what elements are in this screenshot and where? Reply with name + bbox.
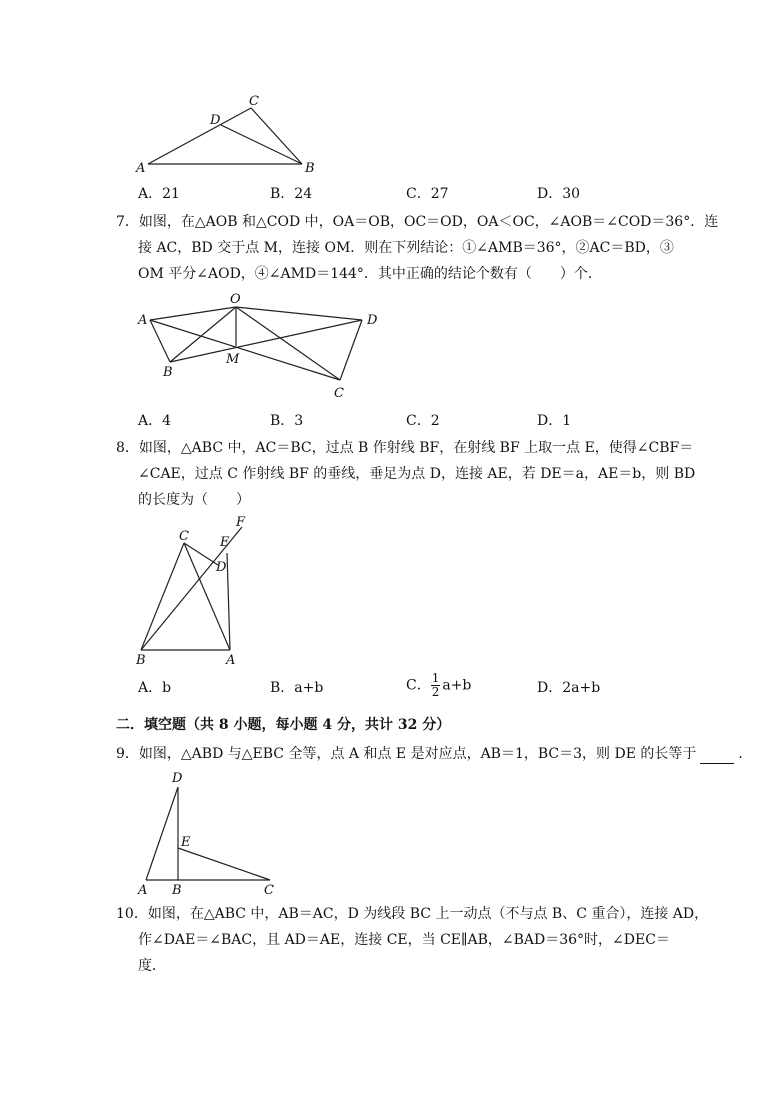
q7-option-b[interactable]: B．3 <box>270 413 304 429</box>
label-b: B <box>172 883 182 898</box>
q9-text: 9．如图，△ABD 与△EBC 全等，点 A 和点 E 是对应点，AB＝1，BC＝3，则 DE 的长等于 <box>116 746 697 762</box>
q9-line <box>116 744 752 764</box>
label-a: A <box>226 653 236 668</box>
segment-oc <box>236 307 340 380</box>
label-b: B <box>136 653 146 668</box>
segment-od <box>236 307 362 320</box>
label-m: M <box>226 352 240 367</box>
q7-line-2: 接 AC，BD 交于点 M，连接 OM．则在下列结论：①∠AMB＝36°，②AC＝BD，③ <box>138 240 674 256</box>
q9-answer-blank[interactable] <box>700 749 734 764</box>
segment-ab <box>150 320 170 362</box>
q6-option-c[interactable]: C．27 <box>406 186 449 202</box>
label-b: B <box>163 365 173 380</box>
segment-dc <box>340 320 362 380</box>
label-o: O <box>230 292 241 307</box>
section-2-title: 二．填空题（共 8 小题，每小题 4 分，共计 32 分） <box>116 717 451 733</box>
q8-option-a[interactable]: A．b <box>138 680 172 696</box>
q6-option-b[interactable]: B．24 <box>270 186 313 202</box>
q6-option-a[interactable]: A．21 <box>138 186 180 202</box>
label-a: A <box>138 313 148 328</box>
q7-line-3: OM 平分∠AOD，④∠AMD＝144°．其中正确的结论个数有（ ）个． <box>138 266 602 282</box>
label-a: A <box>138 883 148 898</box>
label-c: C <box>249 94 259 109</box>
q7-option-c[interactable]: C．2 <box>406 413 440 429</box>
segment-ac <box>148 108 251 164</box>
figure-q9 <box>130 766 290 898</box>
q8-option-c-suffix: a+b <box>442 677 472 694</box>
segment-ae <box>227 553 230 650</box>
label-e: E <box>181 835 191 850</box>
q7-option-d[interactable]: D．1 <box>537 413 572 429</box>
label-d: D <box>216 560 227 575</box>
figure-q8 <box>130 514 270 670</box>
segment-cb <box>251 108 302 164</box>
label-c: C <box>334 386 344 401</box>
q8-line-2: ∠CAE，过点 C 作射线 BF 的垂线，垂足为点 D，连接 AE，若 DE＝a，AE＝b，则 BD <box>138 466 696 482</box>
q10-line-3: 度． <box>138 958 166 974</box>
q8-option-c[interactable] <box>406 672 471 699</box>
q8-line-1: 8．如图，△ABC 中，AC＝BC，过点 B 作射线 BF，在射线 BF 上取一点 E，使得∠CBF＝ <box>116 440 694 456</box>
fraction-half <box>431 672 441 699</box>
label-f: F <box>236 515 246 530</box>
label-c: C <box>264 883 274 898</box>
q7-line-1: 7．如图，在△AOB 和△COD 中，OA＝OB，OC＝OD，OA＜OC，∠AOB＝∠COD＝36°．连 <box>116 214 719 230</box>
segment-bd <box>170 320 362 362</box>
label-b: B <box>305 161 315 176</box>
q8-option-d[interactable]: D．2a+b <box>537 680 601 696</box>
segment-ec <box>178 848 270 880</box>
label-c: C <box>179 529 189 544</box>
segment-bc <box>141 543 184 650</box>
label-d: D <box>367 313 378 328</box>
q7-option-a[interactable]: A．4 <box>138 413 172 429</box>
label-d: D <box>172 771 183 786</box>
q8-option-c-prefix: C． <box>406 677 431 694</box>
figure-q7 <box>130 290 390 405</box>
q6-option-d[interactable]: D．30 <box>537 186 581 202</box>
fraction-denominator: 2 <box>431 685 440 699</box>
label-a: A <box>136 161 146 176</box>
q10-line-2: 作∠DAE＝∠BAC，且 AD＝AE，连接 CE，当 CE∥AB，∠BAD＝36°时，∠DEC＝ <box>138 932 670 948</box>
fraction-numerator: 1 <box>431 671 440 685</box>
segment-ad <box>146 787 178 880</box>
q8-option-b[interactable]: B．a+b <box>270 680 324 696</box>
label-e: E <box>220 535 230 550</box>
segment-ac <box>150 320 340 380</box>
q9-end: ． <box>738 746 753 762</box>
q10-line-1: 10．如图，在△ABC 中，AB＝AC，D 为线段 BC 上一动点（不与点 B、C 重合），连接 AD， <box>116 906 709 922</box>
figure-q6 <box>130 92 330 178</box>
q8-line-3: 的长度为（ ） <box>138 492 250 508</box>
label-d: D <box>210 113 221 128</box>
segment-db <box>221 125 302 164</box>
